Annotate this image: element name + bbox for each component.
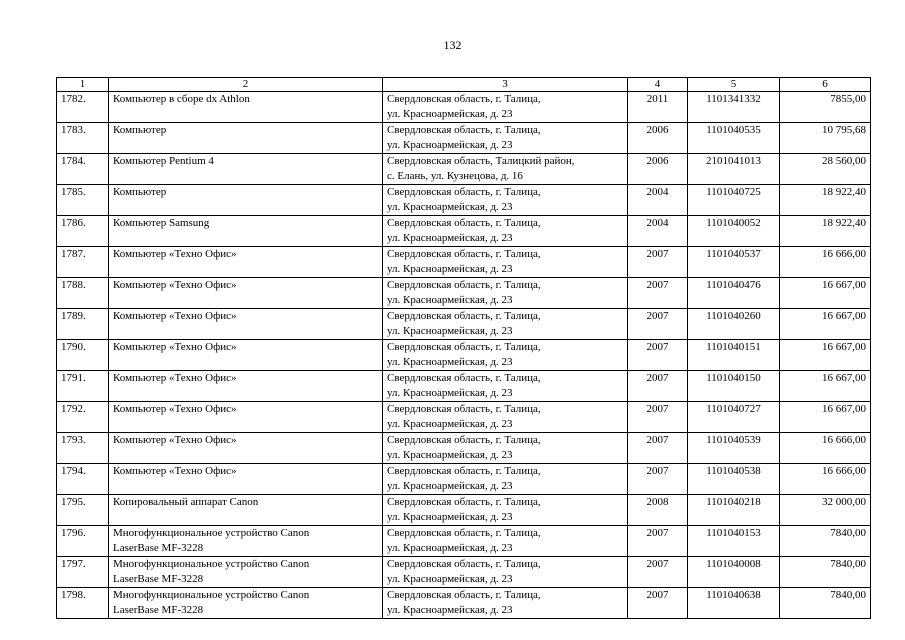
address-line: ул. Красноармейская, д. 23: [387, 480, 513, 492]
year-cell: 2007: [628, 340, 688, 371]
table-row: [57, 185, 871, 216]
address-line: ул. Красноармейская, д. 23: [387, 232, 513, 244]
cost-cell: 7855,00: [780, 92, 871, 123]
address-line: Свердловская область, г. Талица,: [387, 124, 541, 136]
address-line: Свердловская область, г. Талица,: [387, 279, 541, 291]
item-name-cell: [109, 154, 383, 185]
cost-cell: 16 666,00: [780, 433, 871, 464]
item-name-line: Компьютер «Техно Офис»: [113, 403, 237, 415]
item-name-cell: [109, 495, 383, 526]
cost-cell: 18 922,40: [780, 216, 871, 247]
row-number-cell: 1797.: [57, 557, 109, 588]
address-line: Свердловская область, г. Талица,: [387, 186, 541, 198]
table-row: [57, 340, 871, 371]
item-name-cell: [109, 526, 383, 557]
table-body: [57, 92, 871, 619]
year-cell: 2007: [628, 402, 688, 433]
address-cell: [383, 247, 628, 278]
cost-cell: 32 000,00: [780, 495, 871, 526]
address-line: Свердловская область, г. Талица,: [387, 310, 541, 322]
address-cell: [383, 309, 628, 340]
table-row: [57, 495, 871, 526]
item-name-line: Компьютер: [113, 186, 167, 198]
item-name-line: Компьютер в сборе dx Athlon: [113, 93, 250, 105]
year-cell: 2007: [628, 433, 688, 464]
address-line: ул. Красноармейская, д. 23: [387, 511, 513, 523]
item-name-cell: [109, 371, 383, 402]
cost-cell: 16 667,00: [780, 371, 871, 402]
table-row: [57, 433, 871, 464]
cost-cell: 16 667,00: [780, 340, 871, 371]
year-cell: 2007: [628, 278, 688, 309]
item-name-line: Компьютер: [113, 124, 167, 136]
cost-cell: 7840,00: [780, 588, 871, 619]
address-line: ул. Красноармейская, д. 23: [387, 263, 513, 275]
row-number-cell: 1791.: [57, 371, 109, 402]
table-row: [57, 557, 871, 588]
year-cell: 2011: [628, 92, 688, 123]
address-line: ул. Красноармейская, д. 23: [387, 356, 513, 368]
year-cell: 2007: [628, 309, 688, 340]
year-cell: 2006: [628, 154, 688, 185]
item-name-cell: [109, 247, 383, 278]
cost-cell: 18 922,40: [780, 185, 871, 216]
table-row: [57, 278, 871, 309]
address-line: ул. Красноармейская, д. 23: [387, 604, 513, 616]
address-cell: [383, 340, 628, 371]
row-number-cell: 1794.: [57, 464, 109, 495]
page-number: 132: [443, 38, 462, 52]
row-number-cell: 1788.: [57, 278, 109, 309]
address-line: ул. Красноармейская, д. 23: [387, 325, 513, 337]
address-cell: [383, 526, 628, 557]
inventory-number-cell: 1101040638: [688, 588, 780, 619]
address-cell: [383, 92, 628, 123]
address-line: Свердловская область, г. Талица,: [387, 341, 541, 353]
address-cell: [383, 216, 628, 247]
item-name-line: Компьютер «Техно Офис»: [113, 248, 237, 260]
year-cell: 2007: [628, 247, 688, 278]
item-name-line: Компьютер Samsung: [113, 217, 210, 229]
year-cell: 2004: [628, 185, 688, 216]
row-number-cell: 1793.: [57, 433, 109, 464]
item-name-line: Компьютер «Техно Офис»: [113, 279, 237, 291]
column-header-3: 3: [383, 78, 628, 92]
address-line: Свердловская область, г. Талица,: [387, 496, 541, 508]
column-header-1: 1: [57, 78, 109, 92]
address-line: Свердловская область, г. Талица,: [387, 434, 541, 446]
item-name-cell: [109, 278, 383, 309]
year-cell: 2008: [628, 495, 688, 526]
address-cell: [383, 154, 628, 185]
table-row: [57, 464, 871, 495]
table-row: [57, 247, 871, 278]
address-line: ул. Красноармейская, д. 23: [387, 108, 513, 120]
table-row: [57, 92, 871, 123]
inventory-number-cell: 1101040539: [688, 433, 780, 464]
row-number-cell: 1790.: [57, 340, 109, 371]
item-name-cell: [109, 402, 383, 433]
row-number-cell: 1796.: [57, 526, 109, 557]
column-number-row: [57, 78, 871, 92]
inventory-number-cell: 1101040538: [688, 464, 780, 495]
inventory-number-cell: 1101341332: [688, 92, 780, 123]
item-name-line: LaserBase MF-3228: [113, 542, 204, 554]
column-header-5: 5: [688, 78, 780, 92]
address-cell: [383, 433, 628, 464]
address-line: Свердловская область, г. Талица,: [387, 248, 541, 260]
address-line: ул. Красноармейская, д. 23: [387, 418, 513, 430]
item-name-line: Компьютер «Техно Офис»: [113, 372, 237, 384]
table-row: [57, 526, 871, 557]
address-cell: [383, 557, 628, 588]
address-line: Свердловская область, г. Талица,: [387, 465, 541, 477]
inventory-number-cell: 1101040535: [688, 123, 780, 154]
inventory-number-cell: 1101040052: [688, 216, 780, 247]
item-name-line: Компьютер «Техно Офис»: [113, 434, 237, 446]
inventory-number-cell: 1101040537: [688, 247, 780, 278]
item-name-cell: [109, 340, 383, 371]
table-row: [57, 309, 871, 340]
table-row: [57, 123, 871, 154]
item-name-line: Компьютер «Техно Офис»: [113, 341, 237, 353]
item-name-cell: [109, 185, 383, 216]
year-cell: 2007: [628, 464, 688, 495]
row-number-cell: 1787.: [57, 247, 109, 278]
row-number-cell: 1786.: [57, 216, 109, 247]
cost-cell: 10 795,68: [780, 123, 871, 154]
year-cell: 2006: [628, 123, 688, 154]
cost-cell: 7840,00: [780, 557, 871, 588]
address-cell: [383, 278, 628, 309]
address-cell: [383, 464, 628, 495]
address-cell: [383, 185, 628, 216]
item-name-cell: [109, 588, 383, 619]
address-cell: [383, 123, 628, 154]
year-cell: 2004: [628, 216, 688, 247]
address-cell: [383, 371, 628, 402]
address-line: Свердловская область, Талицкий район,: [387, 155, 575, 167]
inventory-number-cell: 1101040151: [688, 340, 780, 371]
year-cell: 2007: [628, 588, 688, 619]
address-line: ул. Красноармейская, д. 23: [387, 201, 513, 213]
cost-cell: 28 560,00: [780, 154, 871, 185]
item-name-line: Компьютер «Техно Офис»: [113, 465, 237, 477]
row-number-cell: 1782.: [57, 92, 109, 123]
table-row: [57, 402, 871, 433]
inventory-number-cell: 1101040727: [688, 402, 780, 433]
year-cell: 2007: [628, 557, 688, 588]
row-number-cell: 1785.: [57, 185, 109, 216]
item-name-line: Многофункциональное устройство Canon: [113, 589, 310, 601]
address-cell: [383, 402, 628, 433]
row-number-cell: 1798.: [57, 588, 109, 619]
item-name-line: Компьютер Pentium 4: [113, 155, 214, 167]
item-name-cell: [109, 557, 383, 588]
address-line: Свердловская область, г. Талица,: [387, 558, 541, 570]
address-line: Свердловская область, г. Талица,: [387, 217, 541, 229]
column-header-2: 2: [109, 78, 383, 92]
item-name-line: LaserBase MF-3228: [113, 573, 204, 585]
row-number-cell: 1795.: [57, 495, 109, 526]
column-header-4: 4: [628, 78, 688, 92]
cost-cell: 7840,00: [780, 526, 871, 557]
item-name-line: Многофункциональное устройство Canon: [113, 558, 310, 570]
inventory-number-cell: 1101040725: [688, 185, 780, 216]
address-line: ул. Красноармейская, д. 23: [387, 573, 513, 585]
row-number-cell: 1783.: [57, 123, 109, 154]
cost-cell: 16 667,00: [780, 278, 871, 309]
address-line: Свердловская область, г. Талица,: [387, 527, 541, 539]
inventory-number-cell: 1101040150: [688, 371, 780, 402]
row-number-cell: 1792.: [57, 402, 109, 433]
table-row: [57, 371, 871, 402]
address-cell: [383, 588, 628, 619]
table-row: [57, 588, 871, 619]
cost-cell: 16 667,00: [780, 402, 871, 433]
item-name-cell: [109, 464, 383, 495]
item-name-cell: [109, 123, 383, 154]
address-line: ул. Красноармейская, д. 23: [387, 449, 513, 461]
item-name-line: Компьютер «Техно Офис»: [113, 310, 237, 322]
item-name-cell: [109, 309, 383, 340]
address-line: с. Елань, ул. Кузнецова, д. 16: [387, 170, 523, 182]
table-row: [57, 154, 871, 185]
item-name-line: Многофункциональное устройство Canon: [113, 527, 310, 539]
address-cell: [383, 495, 628, 526]
address-line: Свердловская область, г. Талица,: [387, 589, 541, 601]
inventory-number-cell: 1101040218: [688, 495, 780, 526]
inventory-number-cell: 1101040008: [688, 557, 780, 588]
address-line: ул. Красноармейская, д. 23: [387, 387, 513, 399]
item-name-cell: [109, 92, 383, 123]
address-line: ул. Красноармейская, д. 23: [387, 542, 513, 554]
inventory-number-cell: 2101041013: [688, 154, 780, 185]
table-row: [57, 216, 871, 247]
row-number-cell: 1789.: [57, 309, 109, 340]
item-name-cell: [109, 216, 383, 247]
item-name-cell: [109, 433, 383, 464]
cost-cell: 16 666,00: [780, 464, 871, 495]
cost-cell: 16 666,00: [780, 247, 871, 278]
row-number-cell: 1784.: [57, 154, 109, 185]
item-name-line: Копировальный аппарат Canon: [113, 496, 259, 508]
inventory-number-cell: 1101040476: [688, 278, 780, 309]
column-header-6: 6: [780, 78, 871, 92]
cost-cell: 16 667,00: [780, 309, 871, 340]
item-name-line: LaserBase MF-3228: [113, 604, 204, 616]
address-line: Свердловская область, г. Талица,: [387, 93, 541, 105]
year-cell: 2007: [628, 526, 688, 557]
inventory-number-cell: 1101040153: [688, 526, 780, 557]
address-line: Свердловская область, г. Талица,: [387, 403, 541, 415]
year-cell: 2007: [628, 371, 688, 402]
inventory-number-cell: 1101040260: [688, 309, 780, 340]
address-line: Свердловская область, г. Талица,: [387, 372, 541, 384]
address-line: ул. Красноармейская, д. 23: [387, 294, 513, 306]
address-line: ул. Красноармейская, д. 23: [387, 139, 513, 151]
property-register-table: [56, 77, 871, 619]
